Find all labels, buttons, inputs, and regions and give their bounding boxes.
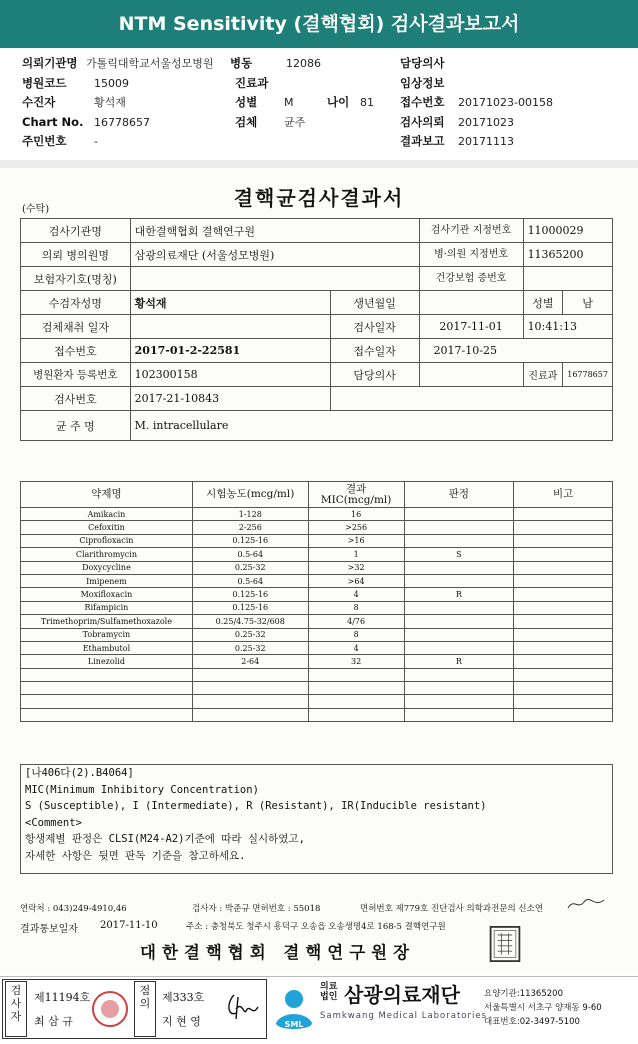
table-cell: 2-256	[192, 521, 308, 534]
table-cell	[514, 708, 613, 721]
table-row	[21, 655, 613, 668]
table-cell: Doxycycline	[21, 561, 193, 574]
comment-line: <Comment>	[25, 816, 82, 829]
cell-strain: M. intracellulare	[130, 411, 612, 441]
table-row	[21, 615, 613, 628]
section-divider	[0, 160, 638, 168]
table-cell	[21, 695, 193, 708]
table-cell: 2-64	[192, 655, 308, 668]
table-cell	[404, 628, 514, 641]
cell-test-time: 10:41:13	[523, 315, 612, 339]
table-row	[21, 641, 613, 654]
cell-birth-label: 생년월일	[330, 291, 419, 315]
table-cell	[514, 588, 613, 601]
table-cell: Ciprofloxacin	[21, 534, 193, 547]
comment-line: [나406다(2).B4064]	[25, 767, 134, 779]
result-info-table	[20, 218, 613, 441]
cell-patient: 황석재	[130, 291, 330, 315]
table-row	[21, 548, 613, 561]
label-report-date: 결과보고	[400, 134, 445, 148]
signature-footer	[0, 976, 638, 1044]
table-cell: 8	[308, 628, 404, 641]
cell-doctor	[419, 363, 523, 387]
table-cell: 0.125-16	[192, 601, 308, 614]
cell-dept: 16778657	[563, 363, 613, 387]
label-ward: 병동	[230, 56, 253, 70]
table-cell: 4	[308, 588, 404, 601]
table-cell: 16	[308, 508, 404, 521]
table-cell	[514, 655, 613, 668]
sml-contact	[484, 987, 602, 1029]
cell-collect-label: 검체채취 일자	[21, 315, 131, 339]
cell-agency: 대한결핵협회 결핵연구원	[130, 219, 419, 243]
comment-box	[20, 764, 613, 874]
table-cell: 8	[308, 601, 404, 614]
tester-license: 제11194호	[34, 991, 91, 1004]
cell-sex-label: 성별	[523, 291, 563, 315]
comment-line: 자세한 사항은 뒷면 판독 기준을 참고하세요.	[25, 849, 246, 862]
table-cell: Clarithromycin	[21, 548, 193, 561]
director-signature-icon	[566, 896, 606, 912]
table-cell	[404, 615, 514, 628]
table-cell: >16	[308, 534, 404, 547]
cell-dept-label: 진료과	[523, 363, 563, 387]
table-cell	[514, 682, 613, 695]
table-cell	[404, 534, 514, 547]
table-row	[21, 628, 613, 641]
table-cell	[404, 708, 514, 721]
cell-test-date: 2017-11-01	[419, 315, 523, 339]
cell-doctor-label: 담당의사	[330, 363, 419, 387]
table-row	[21, 668, 613, 681]
patient-info	[22, 54, 622, 152]
value-sex: M	[284, 96, 294, 109]
cell-receipt-label: 접수번호	[21, 339, 131, 363]
table-cell	[514, 508, 613, 521]
cell-hospital-no: 11365200	[523, 243, 612, 267]
value-requester: 가톨릭대학교서울성모병원	[86, 57, 214, 70]
value-chart-no: 16778657	[94, 115, 150, 129]
value-ward: 12086	[286, 57, 321, 70]
table-cell	[514, 561, 613, 574]
cell-sex: 남	[563, 291, 613, 315]
cell-health-no	[523, 267, 612, 291]
red-stamp-icon	[92, 991, 128, 1027]
report-header: NTM Sensitivity (결핵협회) 검사결과보고서	[0, 0, 638, 48]
label-receipt-no: 접수번호	[400, 95, 445, 109]
table-cell	[514, 628, 613, 641]
col-concentration: 시험농도(mcg/ml)	[192, 482, 308, 508]
value-receipt-no: 20171023-00158	[458, 96, 553, 109]
table-cell: 0.125-16	[192, 534, 308, 547]
table-cell: >256	[308, 521, 404, 534]
table-cell: 0.25-32	[192, 628, 308, 641]
table-row	[21, 601, 613, 614]
cell-empty	[330, 387, 612, 411]
cell-hospital: 삼광의료재단 (서울성모병원)	[130, 243, 419, 267]
comment-line: 항생제별 판정은 CLSI(M24-A2)기준에 따라 실시하였고,	[25, 833, 305, 845]
table-cell: 32	[308, 655, 404, 668]
cell-strain-label: 균 주 명	[21, 411, 131, 441]
doctor-box: 점의	[134, 981, 156, 1037]
table-cell: 4	[308, 641, 404, 654]
cell-receipt-date-label: 접수일자	[330, 339, 419, 363]
table-cell: 1	[308, 548, 404, 561]
table-cell: 0.125-16	[192, 588, 308, 601]
sml-code: 요양기관:11365200	[484, 989, 563, 999]
footer-report-date: 2017-11-10	[100, 920, 158, 931]
tester-box: 검사자	[5, 981, 27, 1037]
table-cell	[514, 668, 613, 681]
cell-reg: 102300158	[130, 363, 330, 387]
value-request-date: 20171023	[458, 115, 514, 129]
table-cell: 1-128	[192, 508, 308, 521]
table-cell	[404, 508, 514, 521]
footer-license: 면허번호 제779호 진단검사 의학과전문의 신소연	[360, 904, 544, 914]
table-cell: Ethambutol	[21, 641, 193, 654]
table-cell	[192, 668, 308, 681]
table-cell: >64	[308, 574, 404, 587]
doctor-name: 지 현 영	[162, 1015, 201, 1028]
cell-test-date-label: 검사일자	[330, 315, 419, 339]
doc-tag: (수탁)	[22, 204, 50, 215]
table-cell: Imipenem	[21, 574, 193, 587]
table-cell	[21, 708, 193, 721]
sml-tel: 대표번호:02-3497-5100	[484, 1017, 580, 1027]
cell-patient-label: 수검자성명	[21, 291, 131, 315]
doc-title: 결핵균검사결과서	[233, 186, 405, 210]
doctor-license: 제333호	[162, 991, 205, 1004]
table-cell: 0.25/4.75-32/608	[192, 615, 308, 628]
cell-health-no-label: 건강보험 증번호	[419, 267, 523, 291]
cell-collect	[130, 315, 330, 339]
cell-agency-label: 검사기관명	[21, 219, 131, 243]
label-request-date: 검사의뢰	[400, 114, 445, 129]
footer-address: 주소 : 충청북도 청주시 흥덕구 오송읍 오송생명4로 168-5 결핵연구원	[186, 922, 446, 932]
table-cell	[404, 695, 514, 708]
label-resident-no: 주민번호	[22, 134, 67, 148]
table-cell: R	[404, 588, 514, 601]
cell-hospital-no-label: 병·의원 지정번호	[419, 243, 523, 267]
table-cell	[514, 574, 613, 587]
sensitivity-table	[20, 481, 613, 722]
footer-report-label: 결과통보일자	[20, 924, 78, 935]
table-cell	[192, 682, 308, 695]
table-cell: Linezolid	[21, 655, 193, 668]
sml-english-name: Samkwang Medical Laboratories	[320, 1011, 488, 1021]
table-cell	[514, 534, 613, 547]
table-cell: Trimethoprim/Sulfamethoxazole	[21, 615, 193, 628]
table-cell	[404, 668, 514, 681]
table-cell	[404, 641, 514, 654]
table-cell: Tobramycin	[21, 628, 193, 641]
table-cell	[514, 695, 613, 708]
label-hospital-code: 병원코드	[22, 75, 67, 90]
table-cell: >32	[308, 561, 404, 574]
table-cell: Cefoxitin	[21, 521, 193, 534]
table-cell: R	[404, 655, 514, 668]
table-cell: 0.5-64	[192, 574, 308, 587]
table-row	[21, 682, 613, 695]
sml-address: 서울특별시 서초구 양재동 9-60	[484, 1003, 602, 1013]
cell-hospital-label: 의뢰 병의원명	[21, 243, 131, 267]
value-age: 81	[360, 96, 374, 109]
label-specimen: 검체	[235, 114, 258, 129]
table-cell	[514, 641, 613, 654]
cell-test-no-label: 검사번호	[21, 387, 131, 411]
sml-name: 삼광의료재단	[344, 983, 460, 1007]
table-row	[21, 708, 613, 721]
table-cell	[404, 561, 514, 574]
label-clinical-info: 임상정보	[400, 75, 445, 90]
sml-prefix: 의료법인	[320, 982, 338, 1002]
comment-line: MIC(Minimum Inhibitory Concentration)	[25, 783, 259, 796]
cell-receipt: 2017-01-2-22581	[130, 339, 330, 363]
table-cell: 0.25-32	[192, 561, 308, 574]
svg-text:SML: SML	[284, 1020, 304, 1029]
label-doctor: 담당의사	[400, 56, 445, 70]
table-cell	[514, 521, 613, 534]
table-cell	[308, 708, 404, 721]
col-note: 비고	[514, 482, 613, 508]
doctor-signature-icon	[224, 991, 260, 1025]
comment-line: S (Susceptible), I (Intermediate), R (Resistant), IR(Inducible resistant)	[25, 800, 487, 812]
col-judgement: 판정	[404, 482, 514, 508]
cell-receipt-date: 2017-10-25	[419, 339, 612, 363]
label-sex: 성별	[235, 95, 258, 109]
label-requester: 의뢰기관명	[22, 56, 78, 70]
table-cell	[404, 682, 514, 695]
label-patient: 수진자	[22, 95, 56, 109]
table-row	[21, 508, 613, 521]
table-cell	[404, 574, 514, 587]
label-age: 나이	[327, 95, 350, 109]
cell-insurance-label: 보험자기호(명칭)	[21, 267, 131, 291]
cell-insurance	[130, 267, 419, 291]
tester-name: 최 삼 규	[34, 1015, 73, 1028]
table-cell	[192, 708, 308, 721]
table-cell	[21, 668, 193, 681]
table-cell: 0.5-64	[192, 548, 308, 561]
official-seal-icon	[488, 924, 522, 962]
table-cell: 4/76	[308, 615, 404, 628]
value-resident-no: -	[94, 135, 98, 148]
table-cell: 0.25-32	[192, 641, 308, 654]
table-row	[21, 695, 613, 708]
cell-agency-no: 11000029	[523, 219, 612, 243]
table-row	[21, 521, 613, 534]
table-row	[21, 534, 613, 547]
value-report-date: 20171113	[458, 135, 514, 148]
table-cell	[308, 668, 404, 681]
table-cell	[308, 682, 404, 695]
table-cell: Amikacin	[21, 508, 193, 521]
table-cell: Moxifloxacin	[21, 588, 193, 601]
col-mic: 결과 MIC(mcg/ml)	[308, 482, 404, 508]
table-cell: Rifampicin	[21, 601, 193, 614]
footer-tester: 검사자 : 박준규 면허번호 : 55018	[192, 904, 321, 914]
col-drug: 약제명	[21, 482, 193, 508]
table-cell	[514, 615, 613, 628]
table-cell	[514, 548, 613, 561]
footer-org: 대한결핵협회 결핵연구원장	[140, 943, 416, 962]
table-row	[21, 574, 613, 587]
value-patient: 황석재	[94, 96, 126, 109]
table-cell	[514, 601, 613, 614]
cell-agency-no-label: 검사기관 지정번호	[419, 219, 523, 243]
table-cell	[192, 695, 308, 708]
table-cell: S	[404, 548, 514, 561]
value-specimen: 균주	[284, 115, 306, 129]
table-cell	[404, 601, 514, 614]
sml-logo-icon	[272, 985, 316, 1035]
table-cell	[308, 695, 404, 708]
table-row	[21, 561, 613, 574]
cell-birth	[419, 291, 523, 315]
footer-contact: 연락처 : 043)249-4910,46	[20, 904, 127, 914]
label-chart-no: Chart No.	[22, 114, 84, 129]
cell-test-no: 2017-21-10843	[130, 387, 330, 411]
scanned-result-document	[0, 168, 638, 973]
cell-reg-label: 병원환자 등록번호	[21, 363, 131, 387]
table-cell	[21, 682, 193, 695]
value-hospital-code: 15009	[94, 76, 129, 90]
table-cell	[404, 521, 514, 534]
table-row	[21, 588, 613, 601]
label-department: 진료과	[235, 75, 269, 90]
